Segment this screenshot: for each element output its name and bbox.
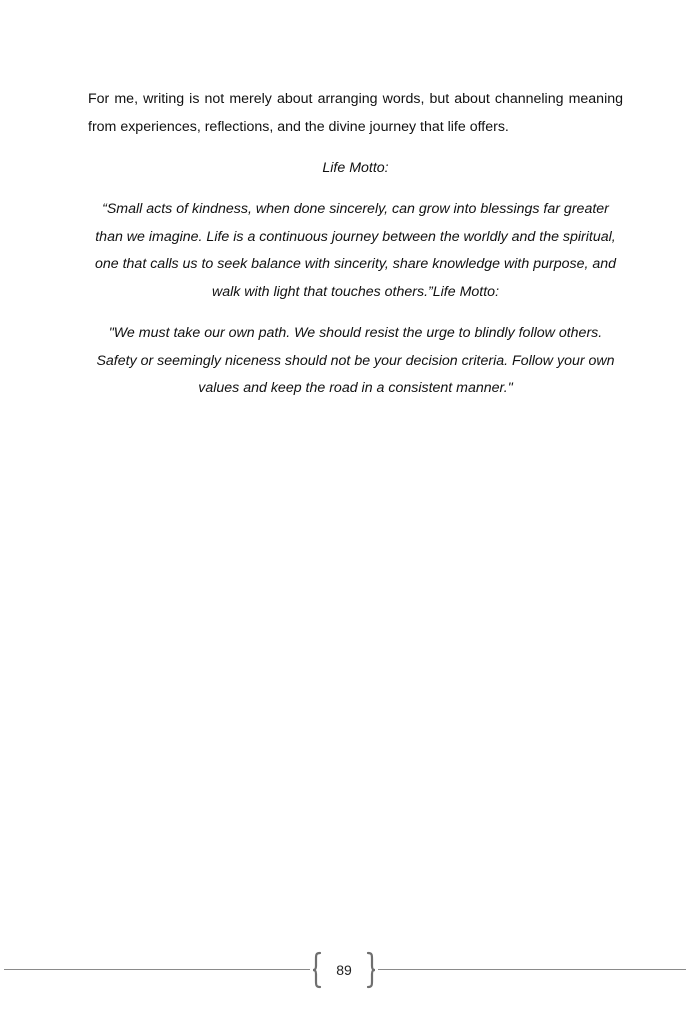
right-brace-icon bbox=[366, 950, 376, 990]
page-number: 89 bbox=[336, 962, 352, 978]
motto-quote-kindness: “Small acts of kindness, when done sincerely, can grow into blessings far greater than we imagine. Life is a continuous journey between the worldly and the spiritual, one that calls us to seek balance with sincerity, share knowledge with purpose, and walk with light that touches others.”Life Motto: bbox=[94, 201, 617, 300]
page-body bbox=[88, 86, 623, 417]
motto-quote-own-path: "We must take our own path. We should resist the urge to blindly follow others. Safety or seemingly niceness should not be your decision criteria. Follow your own values and keep the road in a consistent manner." bbox=[96, 325, 615, 396]
page-footer bbox=[0, 950, 690, 990]
footer-rule-right bbox=[378, 969, 686, 970]
motto-label: Life Motto: bbox=[322, 160, 389, 176]
intro-paragraph: For me, writing is not merely about arranging words, but about channeling meaning from experiences, reflections, and the divine journey that life offers. bbox=[88, 91, 623, 135]
footer-rule-left bbox=[4, 969, 310, 970]
